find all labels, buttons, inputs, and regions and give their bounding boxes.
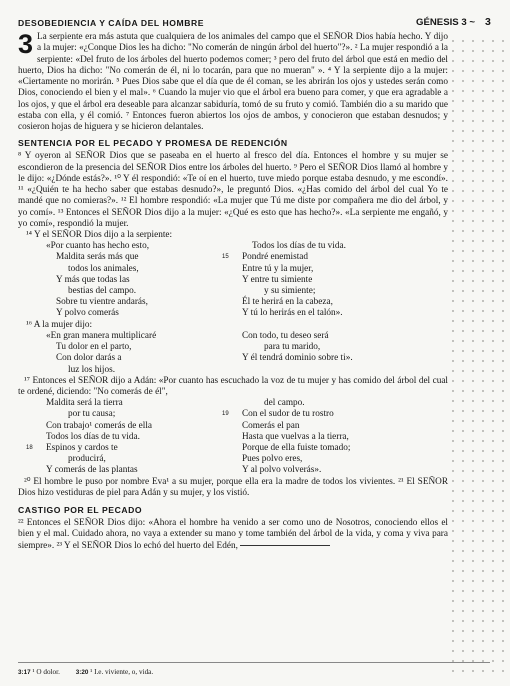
text-column	[18, 14, 491, 552]
poem-line: 18 Espinos y cardos te	[26, 443, 118, 454]
footnote-text: ¹ I.e. viviente, o, vida.	[90, 668, 154, 676]
poem-line: Y polvo comerás	[56, 308, 119, 319]
poem-line: Y comerás de las plantas	[46, 465, 138, 476]
line-fill-rule	[240, 545, 330, 546]
poem-line: Sobre tu vientre andarás,	[56, 297, 148, 308]
arrow-glyph: ~	[469, 17, 475, 28]
verse-number: 15	[222, 254, 229, 261]
poem-line: Con trabajo¹ comerás de ella	[46, 420, 153, 431]
section1-paragraph	[18, 29, 448, 133]
verse-14-intro: ¹⁴ Y el SEÑOR Dios dijo a la serpiente:	[26, 230, 173, 240]
poem-line: Y al polvo volverás».	[242, 465, 322, 476]
poem-line: Pues polvo eres,	[242, 454, 303, 465]
poem-line: Tu dolor en el parto,	[56, 342, 132, 353]
poem-line: «En gran manera multiplicaré	[46, 330, 157, 341]
poem-verse-14-15	[46, 241, 448, 319]
poem-17-left	[26, 398, 232, 476]
poem-line: por tu causa;	[68, 409, 116, 420]
verse-17: ¹⁷ Entonces el SEÑOR dijo a Adán: «Por cuanto has escuchado la voz de tu mujer y has comido del árbol del cual te ordené, diciendo: "No comerás de él",	[18, 375, 448, 397]
section-heading-1: DESOBEDIENCIA Y CAÍDA DEL HOMBRE	[18, 18, 204, 28]
poem-line: Con todo, tu deseo será	[242, 330, 329, 341]
poem-14-left	[46, 241, 232, 319]
poem-line: Y más que todas las	[56, 274, 130, 285]
poem-line: Él te herirá en la cabeza,	[242, 297, 333, 308]
poem-line: Entre tú y la mujer,	[242, 263, 314, 274]
poem-line: del campo.	[264, 398, 305, 409]
verse-number: 18	[26, 445, 33, 452]
poem-line: 15 Pondré enemistad	[222, 252, 309, 263]
poem-line: 19 Con el sudor de tu rostro	[222, 409, 334, 420]
poem-line: producirá,	[68, 454, 106, 465]
verses-8-13: ⁸ Y oyeron al SEÑOR Dios que se paseaba en el huerto al fresco del día. Entonces el hombre y su mujer se escondieron de la presencia del SEÑOR Dios entre los árboles del huerto. ⁹ Pero el SEÑOR Dios llamó al hombre y le dijo: «¿Dónde estás?». ¹⁰ Y él respondió: «Te oí en el huerto, tuve miedo porque estaba desnudo, y me escondí». ¹¹ «¿Quién te ha hecho saber que estabas desnudo?», le preguntó Dios. «¿Has comido del árbol del cual Yo te mandé que no comieras?». ¹² El hombre respondió: «La mujer que Tú me diste por compañera me dio del árbol, y yo comí». ¹³ Entonces el SEÑOR Dios dijo a la mujer: «¿Qué es esto que has hecho?». «La serpiente me engañó, y yo comí», respondió la mujer.	[18, 151, 448, 229]
poem-line: Porque de ella fuiste tomado;	[242, 443, 351, 454]
book-reference	[416, 16, 491, 28]
poem-line: Maldita será la tierra	[46, 398, 123, 409]
poem-line: Todos los días de tu vida.	[252, 241, 346, 252]
poem-verse-17-19	[26, 398, 448, 476]
verses-1-7: La serpiente era más astuta que cualquiera de los animales del campo que el SEÑOR Dios había hecho. Y dijo a la mujer: «¿Conque Dios les ha dicho: "No comerán de ningún árbol del huerto"?». ² La mujer respondió a la serpiente: «Del fruto de los árboles del huerto podemos comer; ³ pero del fruto del árbol que está en medio del huerto, Dios ha dicho: "No comerán de él, ni lo tocarán, para que no mueran" ». ⁴ Y la serpiente dijo a la mujer: «Ciertamente no morirán. ⁵ Pues Dios sabe que el día que de él coman, se les abrirán los ojos y ustedes serán como Dios, conociendo el bien y el mal». ⁶ Cuando la mujer vio que el árbol era bueno para comer, y que era agradable a los ojos, y que el árbol era deseable para alcanzar sabiduría, tomó de su fruto y comió. También dio a su marido que estaba con ella, y él comió. ⁷ Entonces fueron abiertos los ojos de ambos, y conocieron que estaban desnudos; y cosieron hojas de higuera y se hicieron delantales.	[18, 32, 448, 132]
poem-16-right	[242, 331, 428, 365]
poem-line: Comerás el pan	[242, 420, 300, 431]
poem-line: Y tú lo herirás en el talón».	[242, 308, 343, 319]
footnotes	[18, 668, 167, 677]
poem-line: luz los hijos.	[68, 364, 116, 375]
page-number: 3	[484, 16, 491, 28]
footnote	[18, 668, 60, 676]
poem-line: para tu marido,	[264, 342, 321, 353]
book-chapter: GÉNESIS 3	[416, 17, 467, 28]
poem-line: y su simiente;	[264, 286, 316, 297]
poem-14-right	[222, 241, 428, 319]
poem-line: Y entre tu simiente	[242, 274, 313, 285]
footnote-divider	[18, 662, 490, 663]
poem-line: Y él tendrá dominio sobre ti».	[242, 353, 353, 364]
poem-line: Con dolor darás a	[56, 353, 122, 364]
verses-20-21: ²⁰ El hombre le puso por nombre Eva¹ a su mujer, porque ella era la madre de todos los vivientes. ²¹ El SEÑOR Dios hizo vestiduras de piel para Adán y su mujer, y los vistió.	[18, 476, 448, 498]
poem-16-left	[46, 331, 232, 376]
poem-line: Todos los días de tu vida.	[46, 431, 140, 442]
poem-line: todos los animales,	[68, 263, 139, 274]
dot-grid-notes-margin	[448, 36, 506, 676]
poem-line: bestias del campo.	[68, 286, 137, 297]
poem-17-right	[222, 398, 428, 476]
verses-22-23: ²² Entonces el SEÑOR Dios dijo: «Ahora el hombre ha venido a ser como uno de Nosotros, conociendo ellos el bien y el mal. Cuidado ahora, no vaya a extender su mano y tome también del árbol de la vida, y coma y viva para siempre». ²³ Y el SEÑOR Dios lo echó del huerto del Edén,	[18, 518, 448, 551]
footnote-text: ¹ O dolor.	[32, 668, 60, 676]
footnote	[76, 668, 153, 676]
poem-line: Maldita serás más que	[56, 252, 139, 263]
running-header	[18, 14, 491, 32]
chapter-number: 3	[18, 29, 34, 59]
poem-line: Hasta que vuelvas a la tierra,	[242, 431, 349, 442]
section-heading-3: CASTIGO POR EL PECADO	[18, 505, 143, 516]
poem-verse-16	[46, 331, 448, 376]
verse-16-intro: ¹⁶ A la mujer dijo:	[26, 319, 93, 330]
footnote-ref: 3:20	[75, 669, 89, 676]
verse-number: 19	[222, 411, 229, 418]
footnote-ref: 3:17	[18, 669, 31, 676]
poem-line: «Por cuanto has hecho esto,	[46, 241, 150, 252]
section-heading-2: SENTENCIA POR EL PECADO Y PROMESA DE REDENCIÓN	[18, 138, 288, 149]
